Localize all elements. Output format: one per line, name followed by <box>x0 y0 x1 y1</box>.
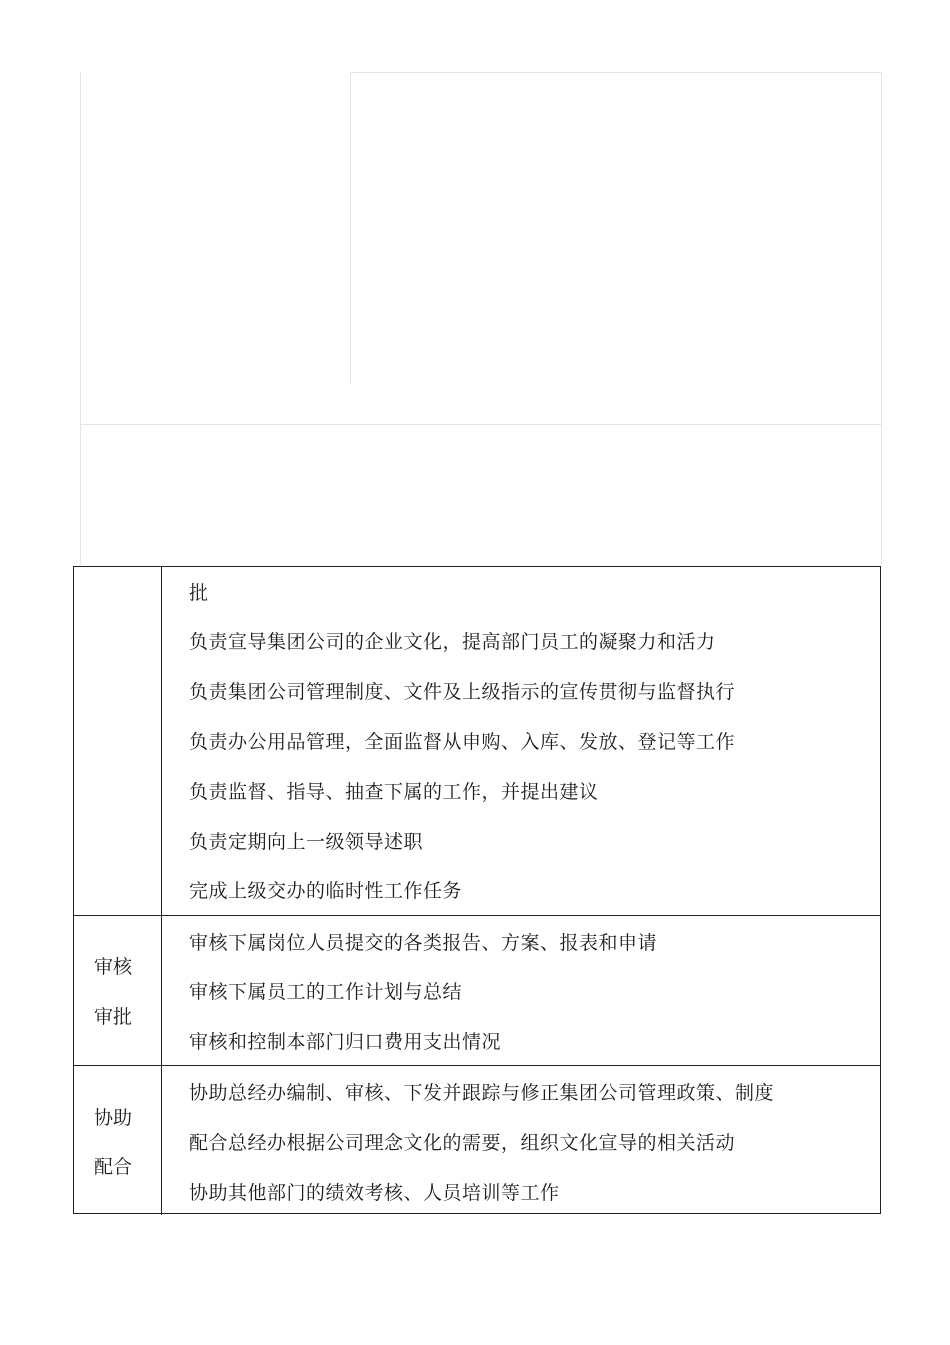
row-label-cell <box>74 1066 162 1215</box>
list-item: 配合总经办根据公司理念文化的需要，组织文化宣导的相关活动 <box>189 1132 736 1154</box>
ghost-border-top <box>350 72 882 73</box>
list-item: 审核下属员工的工作计划与总结 <box>189 981 463 1003</box>
list-item: 完成上级交办的临时性工作任务 <box>189 880 463 902</box>
table-row <box>74 915 880 1065</box>
list-item: 协助其他部门的绩效考核、人员培训等工作 <box>189 1182 560 1204</box>
list-item: 批 <box>189 582 209 604</box>
row-label-line: 配合 <box>94 1156 133 1178</box>
list-item: 审核和控制本部门归口费用支出情况 <box>189 1031 502 1053</box>
ghost-border-inner <box>350 72 351 385</box>
list-item: 负责宣导集团公司的企业文化，提高部门员工的凝聚力和活力 <box>189 631 716 653</box>
row-label-line: 协助 <box>94 1107 133 1129</box>
row-label-line: 审核 <box>94 956 133 978</box>
row-label-cell <box>74 567 162 915</box>
list-item: 负责定期向上一级领导述职 <box>189 831 424 853</box>
list-item: 负责监督、指导、抽查下属的工作，并提出建议 <box>189 781 599 803</box>
ghost-border-right <box>881 72 882 565</box>
list-item: 负责办公用品管理，全面监督从申购、入库、发放、登记等工作 <box>189 731 736 753</box>
ghost-border-left <box>80 72 81 565</box>
ghost-border-mid <box>80 424 882 425</box>
table-row <box>74 1065 880 1215</box>
row-label-line: 审批 <box>94 1006 133 1028</box>
table-row <box>74 567 880 915</box>
list-item: 负责集团公司管理制度、文件及上级指示的宣传贯彻与监督执行 <box>189 681 736 703</box>
row-label-cell <box>74 916 162 1065</box>
list-item: 协助总经办编制、审核、下发并跟踪与修正集团公司管理政策、制度 <box>189 1082 775 1104</box>
list-item: 审核下属岗位人员提交的各类报告、方案、报表和申请 <box>189 932 658 954</box>
duties-table <box>73 566 881 1214</box>
